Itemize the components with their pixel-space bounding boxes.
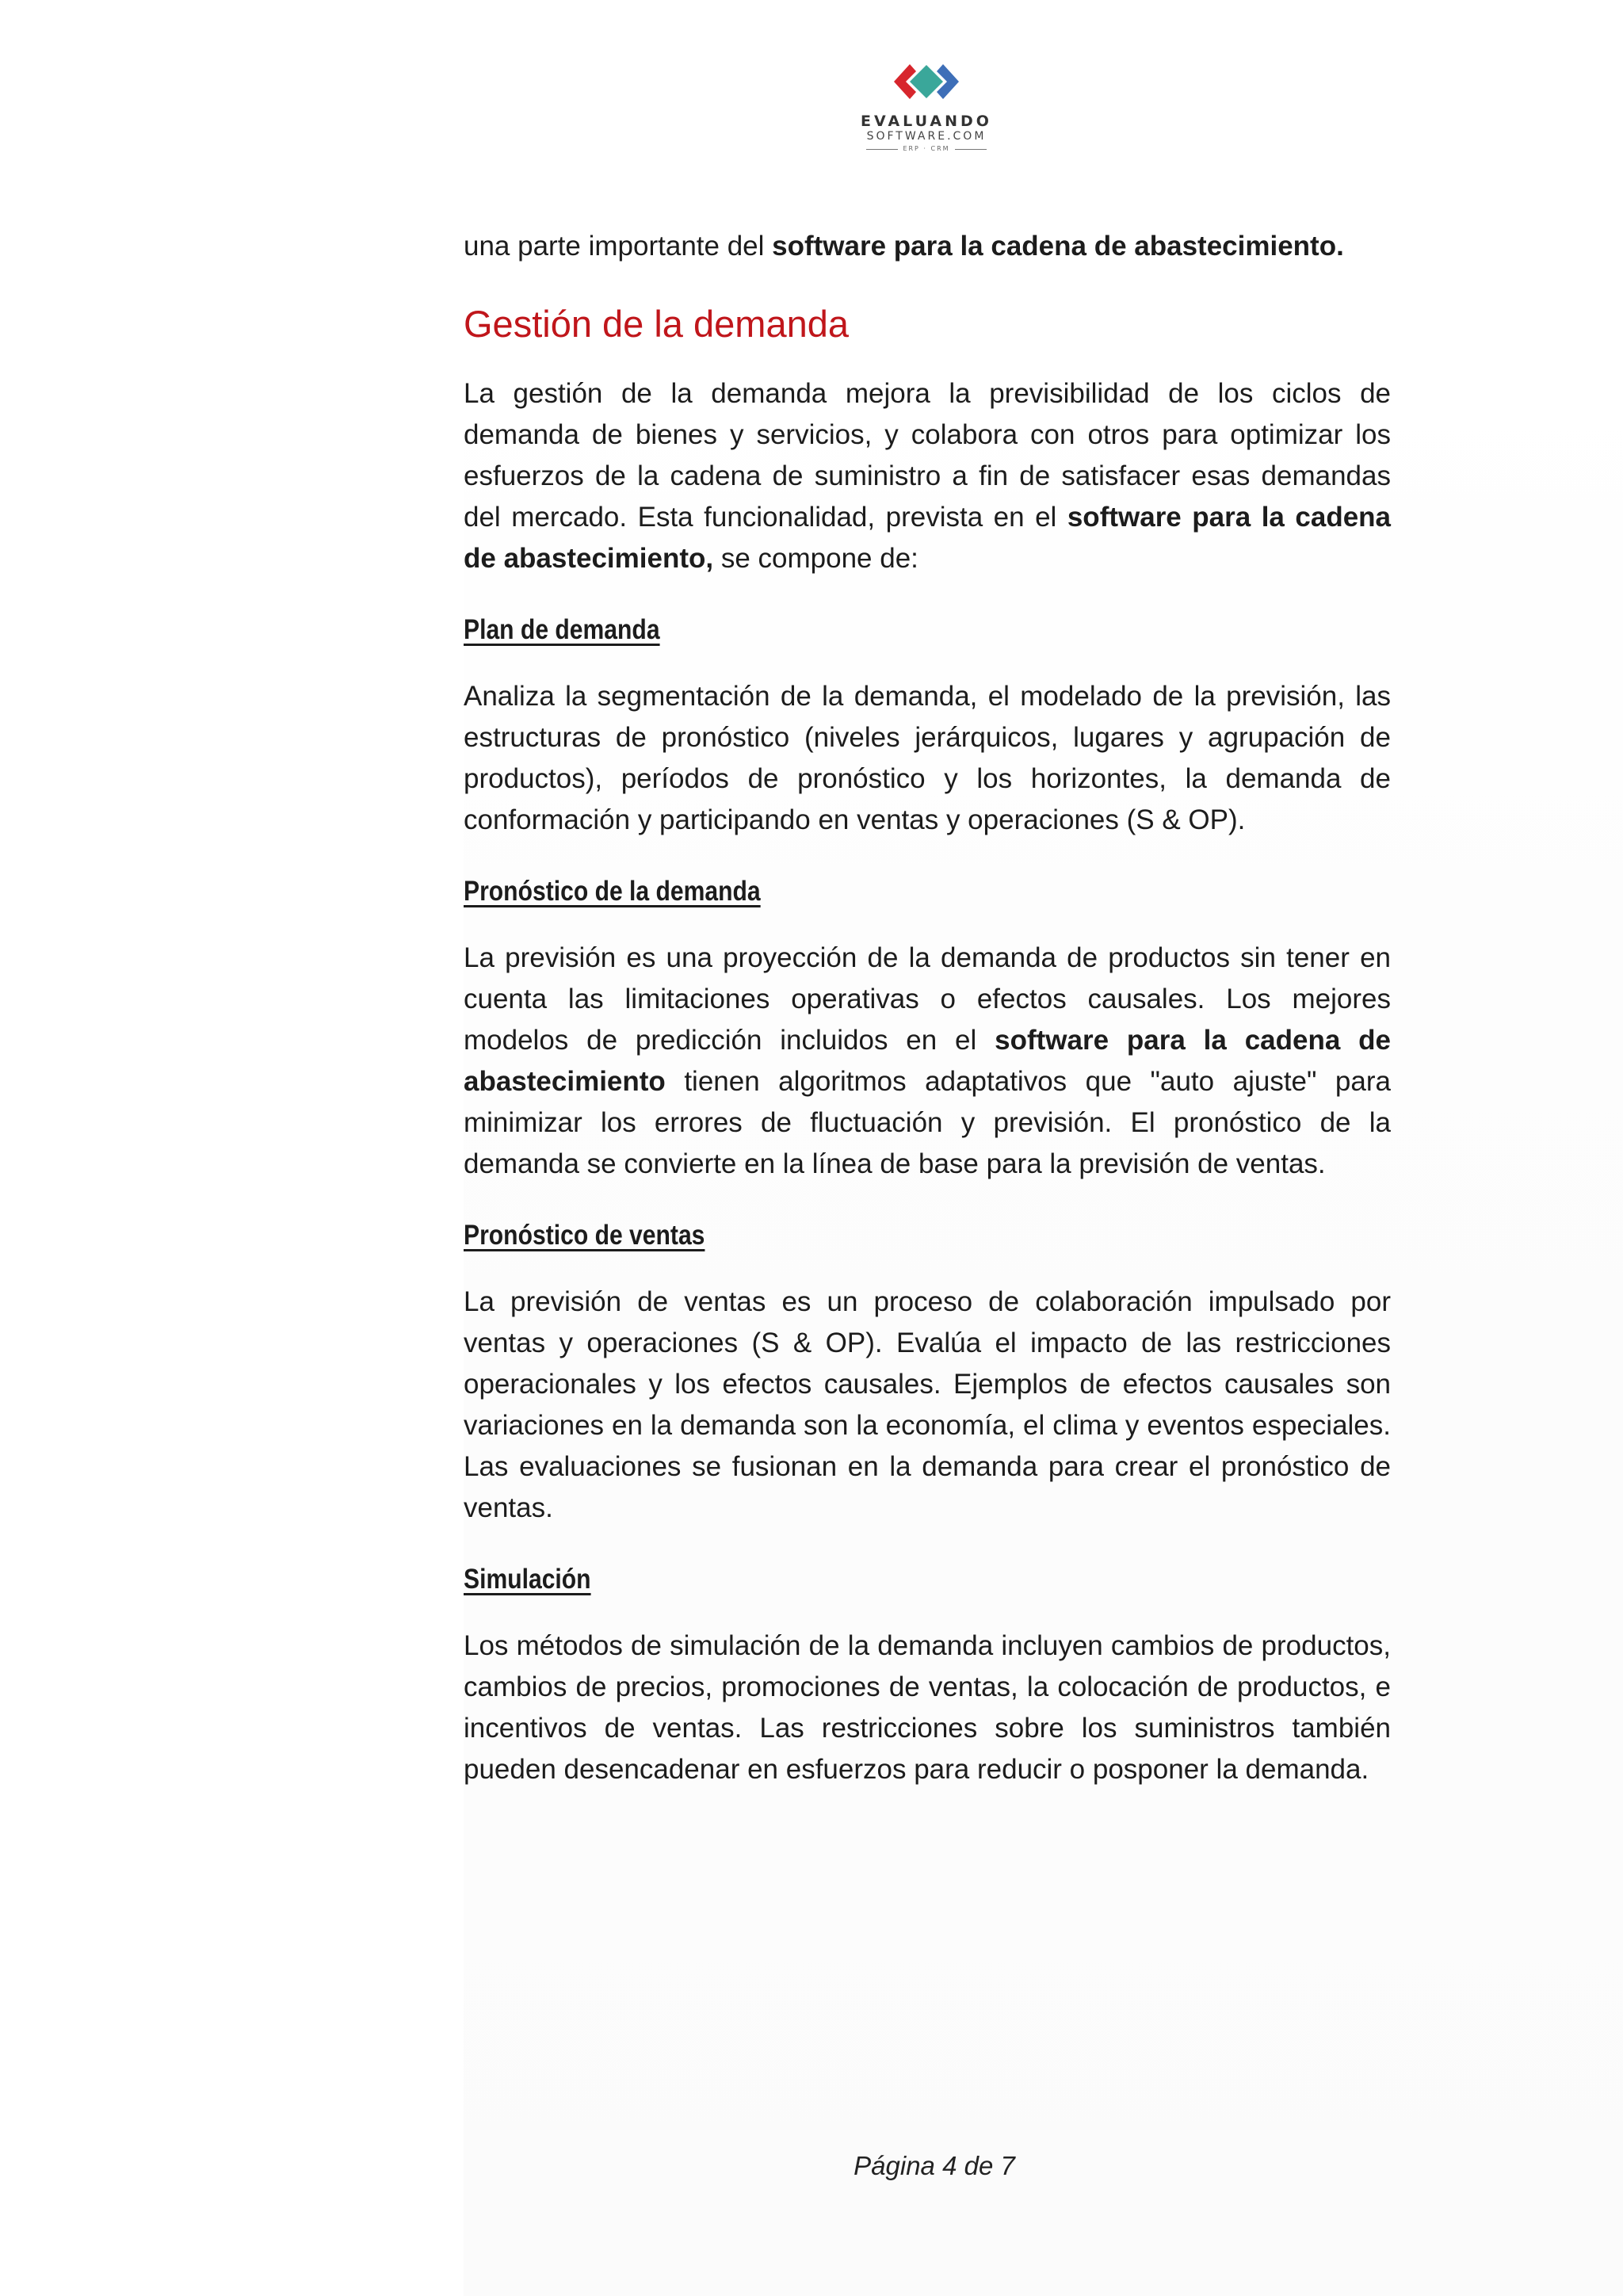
section-text-1: La gestión de la demanda mejora la previsibilidad de los ciclos de demanda de bienes y servicios, y colabora con otros para optimizar los esfuerzos de la cadena de suministro a fin de satisfacer esas demandas del mercado. Esta funcionalidad, prevista en el: [464, 378, 1391, 533]
subsection-paragraph-sales-forecast: La previsión de ventas es un proceso de colaboración impulsado por ventas y operaciones (S & OP). Evalúa el impacto de las restricciones operacionales y los efectos causales. Ejemplos de efectos causales son variaciones en la demanda son la economía, el clima y eventos especiales. Las evaluaciones se fusionan en la demanda para crear el pronóstico de ventas.: [464, 1286, 1391, 1523]
logo-tagline: [859, 144, 994, 154]
logo-brand-text: EVALUANDO: [861, 113, 992, 130]
evaluando-software-logo: [859, 54, 994, 173]
logo-tagline-rule-right: [955, 149, 987, 150]
subsection-title-simulation: Simulación: [464, 1564, 591, 1595]
demand-forecast-text-1: La previsión es una proyección de la demanda de productos sin tener en cuenta las limitaciones operativas o efectos causales. Los mejores modelos de predicción incluidos en el: [464, 942, 1391, 1056]
section-bold-1: software para la cadena de abastecimiento,: [464, 502, 1392, 574]
demand-forecast-text-2: tienen algoritmos adaptativos que "auto ajuste" para minimizar los errores de fluctuación y previsión. El pronóstico de la demanda se convierte en la línea de base para la previsión de ventas.: [464, 1066, 1391, 1179]
subsection-title-sales-forecast: Pronóstico de ventas: [464, 1220, 705, 1251]
intro-bold: software para la cadena de abastecimiento.: [772, 231, 1344, 262]
intro-paragraph: [464, 226, 1391, 267]
section-title: Gestión de la demanda: [464, 303, 849, 345]
subsection-title-plan: Plan de demanda: [464, 614, 660, 645]
intro-text: una parte importante del: [464, 231, 773, 262]
logo-tagline-rule-left: [866, 149, 898, 150]
subsection-title-demand-forecast: Pronóstico de la demanda: [464, 876, 761, 907]
section-paragraph: [464, 373, 1391, 579]
subsection-paragraph-simulation: Los métodos de simulación de la demanda incluyen cambios de productos, cambios de precios, promociones de ventas, la colocación de productos, e incentivos de ventas. Las restricciones sobre los suministros también pueden desencadenar en esfuerzos para reducir o posponer la demanda.: [464, 1630, 1391, 1785]
document-body: [464, 226, 1391, 1790]
page-number: Página 4 de 7: [854, 2151, 1015, 2180]
subsection-paragraph-demand-forecast: [464, 938, 1391, 1185]
logo-domain-text: SOFTWARE.COM: [866, 130, 987, 143]
logo-tagline-text: ERP · CRM: [903, 145, 950, 152]
subsection-paragraph-plan: Analiza la segmentación de la demanda, el modelado de la previsión, las estructuras de pronóstico (niveles jerárquicos, lugares y agrupación de productos), períodos de pronóstico y los horizontes, la demanda de conformación y participando en ventas y operaciones (S & OP).: [464, 681, 1391, 835]
logo-mark-icon: [875, 54, 978, 109]
section-text-2: se compone de:: [713, 543, 918, 574]
demand-forecast-bold: software para la cadena de abastecimiento: [464, 1025, 1391, 1097]
